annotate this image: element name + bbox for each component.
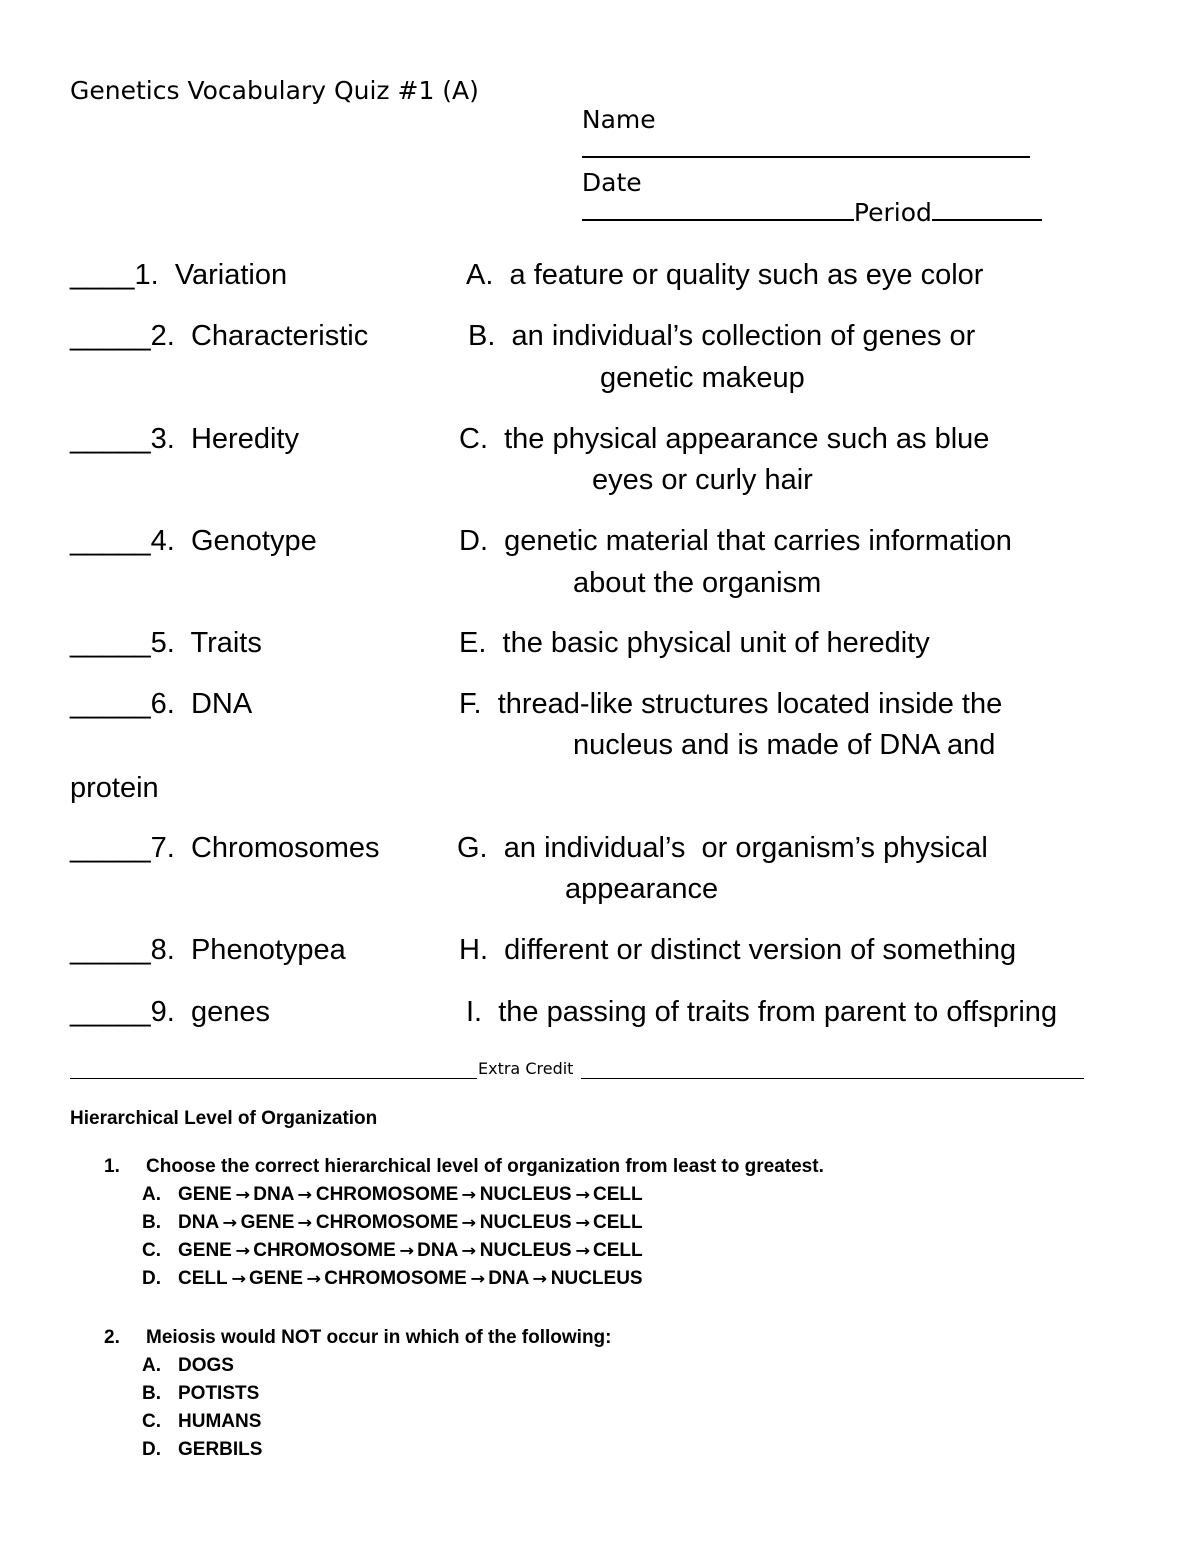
definition-text: genetic material that carries information xyxy=(504,525,1012,557)
answer-option[interactable] xyxy=(142,1355,234,1377)
term-number: 9. xyxy=(150,996,175,1028)
option-item: DNA xyxy=(417,1240,459,1261)
definition-continued: appearance xyxy=(565,873,719,905)
term: Traits xyxy=(190,627,262,659)
term-row xyxy=(70,688,252,721)
definition-text: the basic physical unit of heredity xyxy=(502,627,930,659)
definition xyxy=(459,934,1016,967)
option-letter: B. xyxy=(142,1383,161,1404)
question-number: 1. xyxy=(104,1156,120,1177)
definition-text: different or distinct version of something xyxy=(504,934,1017,966)
period-blank[interactable] xyxy=(932,197,1042,221)
option-item: CELL xyxy=(593,1240,643,1261)
answer-option[interactable] xyxy=(142,1411,261,1433)
question-2 xyxy=(104,1327,612,1349)
arrow-right-icon: → xyxy=(574,1185,590,1204)
term: DNA xyxy=(190,688,253,720)
arrow-right-icon: → xyxy=(297,1185,313,1204)
option-item: DNA xyxy=(488,1268,530,1289)
definition xyxy=(459,423,989,456)
definition-text: the passing of traits from parent to offspring xyxy=(498,996,1058,1028)
arrow-right-icon: → xyxy=(306,1269,321,1288)
answer-blank[interactable]: _____ xyxy=(70,934,151,966)
term-row xyxy=(70,259,287,292)
answer-blank[interactable]: ____ xyxy=(70,259,135,291)
option-item: GENE xyxy=(178,1184,232,1205)
option-letter: B. xyxy=(142,1212,161,1233)
option-item: NUCLEUS xyxy=(479,1212,572,1233)
term-row xyxy=(70,320,368,353)
arrow-right-icon: → xyxy=(574,1241,590,1260)
option-item: DNA xyxy=(178,1212,220,1233)
option-item: CELL xyxy=(178,1268,228,1289)
question-1 xyxy=(104,1156,824,1178)
definition xyxy=(459,525,1012,558)
definition-continued: eyes or curly hair xyxy=(592,464,813,496)
answer-blank[interactable]: _____ xyxy=(70,423,151,455)
definition-letter: A. xyxy=(466,259,494,291)
definition-continued: genetic makeup xyxy=(600,362,805,394)
answer-option[interactable] xyxy=(142,1439,262,1461)
option-item: CELL xyxy=(593,1184,643,1205)
option-letter: C. xyxy=(142,1411,161,1432)
option-item: GENE xyxy=(178,1240,232,1261)
term-number: 2. xyxy=(150,320,175,352)
definition-text: an individual’s collection of genes or xyxy=(511,320,976,352)
term-number: 1. xyxy=(134,259,159,291)
period-label: Period xyxy=(853,198,932,227)
term-number: 5. xyxy=(150,627,175,659)
definition-continued: nucleus and is made of DNA and xyxy=(573,729,996,761)
definition-letter: I. xyxy=(466,996,483,1028)
arrow-right-icon: → xyxy=(399,1241,414,1260)
term-row xyxy=(70,423,299,456)
option-letter: D. xyxy=(142,1439,161,1460)
answer-blank[interactable]: _____ xyxy=(70,688,151,720)
definition xyxy=(468,320,975,353)
option-letter: A. xyxy=(142,1355,161,1376)
option-item: NUCLEUS xyxy=(479,1240,572,1261)
arrow-right-icon: → xyxy=(532,1269,548,1288)
term: Heredity xyxy=(190,423,299,455)
answer-option[interactable] xyxy=(142,1212,643,1234)
definition-continued: about the organism xyxy=(573,567,822,599)
definition xyxy=(466,996,1057,1029)
definition-letter: E. xyxy=(459,627,487,659)
term-number: 8. xyxy=(150,934,175,966)
question-number: 2. xyxy=(104,1327,120,1348)
arrow-right-icon: → xyxy=(235,1185,250,1204)
answer-option[interactable] xyxy=(142,1383,259,1405)
term-number: 6. xyxy=(150,688,175,720)
definition xyxy=(466,259,983,292)
answer-blank[interactable]: _____ xyxy=(70,996,151,1028)
arrow-right-icon: → xyxy=(574,1213,590,1232)
option-item: NUCLEUS xyxy=(550,1268,643,1289)
definition-text: an individual’s or organism’s physical xyxy=(503,832,988,864)
option-text: DOGS xyxy=(178,1355,234,1376)
term-number: 7. xyxy=(150,832,175,864)
option-letter: C. xyxy=(142,1240,161,1261)
definition-continued: protein xyxy=(70,772,159,804)
arrow-right-icon: → xyxy=(222,1213,238,1232)
term: Phenotypea xyxy=(190,934,346,966)
definition-letter: G. xyxy=(457,832,488,864)
term: Chromosomes xyxy=(190,832,380,864)
arrow-right-icon: → xyxy=(461,1185,477,1204)
option-item: CHROMOSOME xyxy=(324,1268,467,1289)
option-item: CELL xyxy=(593,1212,643,1233)
answer-option[interactable] xyxy=(142,1184,643,1206)
arrow-right-icon: → xyxy=(297,1213,313,1232)
answer-option[interactable] xyxy=(142,1240,643,1262)
term-number: 4. xyxy=(150,525,175,557)
question-text: Choose the correct hierarchical level of organization from least to greatest. xyxy=(146,1156,824,1177)
quiz-title: Genetics Vocabulary Quiz #1 (A) xyxy=(70,76,479,105)
definition-letter: D. xyxy=(459,525,488,557)
answer-option[interactable] xyxy=(142,1268,643,1290)
option-text: GERBILS xyxy=(178,1439,263,1460)
name-label: Name xyxy=(581,105,656,134)
arrow-right-icon: → xyxy=(230,1269,246,1288)
option-item: GENE xyxy=(249,1268,303,1289)
arrow-right-icon: → xyxy=(461,1213,477,1232)
arrow-right-icon: → xyxy=(470,1269,485,1288)
term-row xyxy=(70,525,317,558)
extra-credit-line-right xyxy=(581,1078,1084,1079)
definition-text: a feature or quality such as eye color xyxy=(509,259,984,291)
term-row xyxy=(70,832,380,865)
definition-letter: B. xyxy=(468,320,496,352)
option-item: DNA xyxy=(253,1184,295,1205)
definition xyxy=(457,832,988,865)
term-number: 3. xyxy=(150,423,175,455)
term-row xyxy=(70,996,270,1029)
answer-blank[interactable]: _____ xyxy=(70,627,151,659)
option-item: CHROMOSOME xyxy=(315,1212,459,1233)
definition xyxy=(459,627,930,660)
question-text: Meiosis would NOT occur in which of the following: xyxy=(146,1327,612,1348)
extra-credit-line-left xyxy=(70,1078,477,1079)
date-row xyxy=(566,139,1042,227)
term: Characteristic xyxy=(190,320,369,352)
arrow-right-icon: → xyxy=(235,1241,250,1260)
term: Variation xyxy=(174,259,288,291)
option-letter: A. xyxy=(142,1184,161,1205)
term: genes xyxy=(190,996,270,1028)
section-title: Hierarchical Level of Organization xyxy=(70,1108,378,1129)
definition xyxy=(459,688,1002,721)
definition-letter: C. xyxy=(459,423,488,455)
option-text: HUMANS xyxy=(178,1411,262,1432)
definition-text: thread-like structures located inside the xyxy=(497,688,1003,720)
definition-text: the physical appearance such as blue xyxy=(504,423,990,455)
option-item: NUCLEUS xyxy=(479,1184,572,1205)
definition-letter: H. xyxy=(459,934,488,966)
definition-letter: F. xyxy=(459,688,482,720)
answer-blank[interactable]: _____ xyxy=(70,320,151,352)
term-row xyxy=(70,934,346,967)
date-blank[interactable] xyxy=(582,197,854,221)
date-label: Date xyxy=(581,168,642,197)
term-row xyxy=(70,627,262,660)
extra-credit-label: Extra Credit xyxy=(478,1059,574,1078)
option-item: CHROMOSOME xyxy=(315,1184,459,1205)
option-text: POTISTS xyxy=(178,1383,260,1404)
option-item: GENE xyxy=(240,1212,295,1233)
term: Genotype xyxy=(190,525,317,557)
option-letter: D. xyxy=(142,1268,161,1289)
answer-blank[interactable]: _____ xyxy=(70,525,151,557)
arrow-right-icon: → xyxy=(461,1241,477,1260)
answer-blank[interactable]: _____ xyxy=(70,832,151,864)
option-item: CHROMOSOME xyxy=(253,1240,396,1261)
